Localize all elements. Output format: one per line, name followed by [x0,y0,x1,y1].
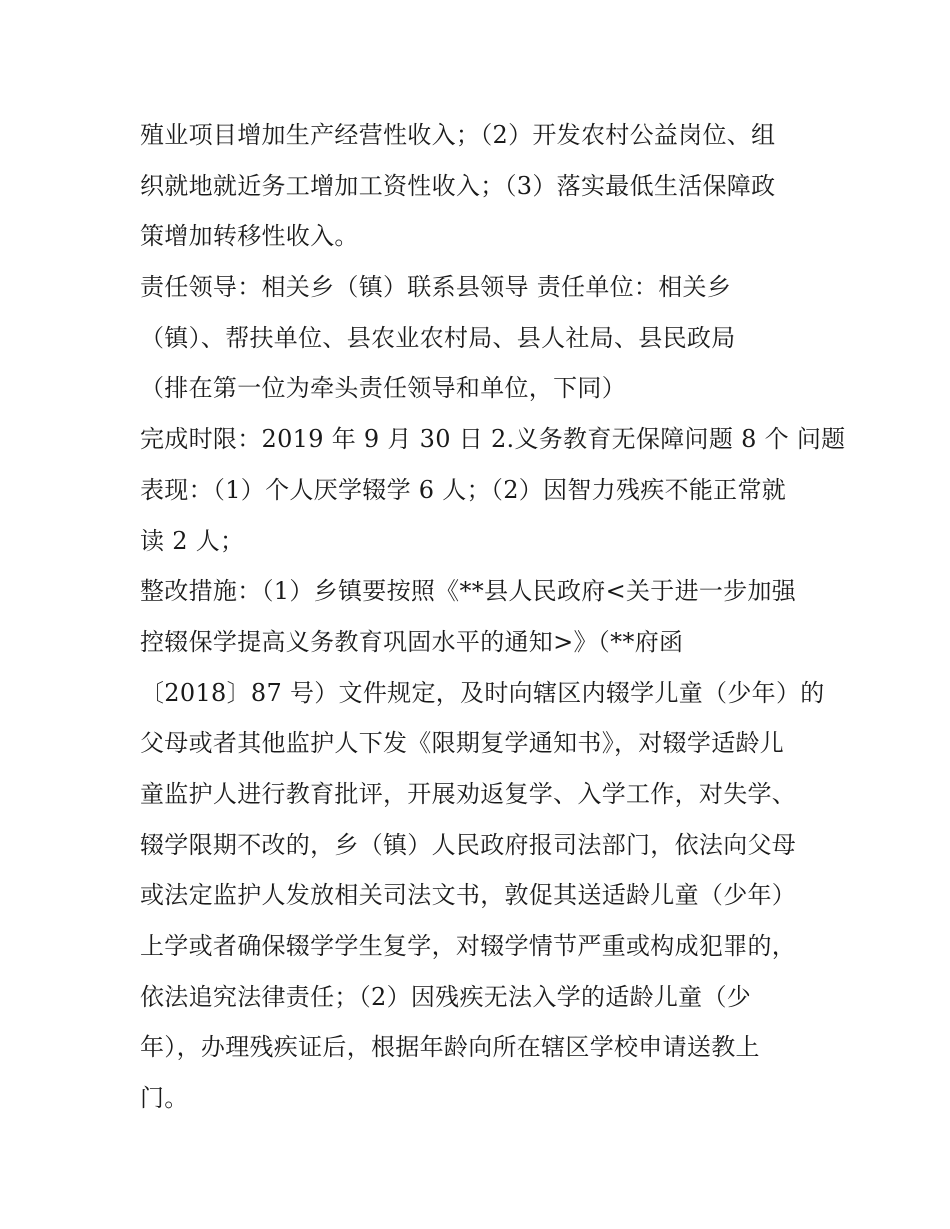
body-text [140,110,846,1124]
text-line: 读 2 人； [140,526,245,555]
text-line: 控辍保学提高义务教育巩固水平的通知>》（**府函 [140,627,684,656]
text-line: 上学或者确保辍学学生复学，对辍学情节严重或构成犯罪的， [140,932,797,960]
text-line: 或法定监护人发放相关司法文书，敦促其送适龄儿童（少年） [140,881,797,910]
text-line: 辍学限期不改的，乡（镇）人民政府报司法部门，依法向父母 [140,830,797,859]
text-line: 织就地就近务工增加工资性收入；（3）落实最低生活保障政 [140,171,776,200]
text-line: 策增加转移性收入。 [140,222,359,251]
text-line: 门。 [140,1084,189,1113]
text-line: 〔2018〕87 号）文件规定，及时向辖区内辍学儿童（少年）的 [140,678,825,707]
text-line: 殖业项目增加生产经营性收入；（2）开发农村公益岗位、组 [140,121,776,149]
text-line: 年），办理残疾证后，根据年龄向所在辖区学校申请送教上 [140,1033,760,1062]
text-line: 完成时限：2019 年 9 月 30 日 2.义务教育无保障问题 8 个 问题 [140,425,846,454]
text-line: 父母或者其他监护人下发《限期复学通知书》，对辍学适龄儿 [140,729,785,758]
text-line: 表现：（1）个人厌学辍学 6 人；（2）因智力残疾不能正常就 [140,475,787,504]
text-line: 童监护人进行教育批评，开展劝返复学、入学工作，对失学、 [140,779,797,808]
text-line: 依法追究法律责任；（2）因残疾无法入学的适龄儿童（少 [140,982,752,1011]
text-line: 整改措施：（1）乡镇要按照《**县人民政府<关于进一步加强 [140,577,797,606]
text-line: （镇）、帮扶单位、县农业农村局、县人社局、县民政局 [140,323,736,352]
text-line: （排在第一位为牵头责任领导和单位，下同） [140,374,626,403]
text-line: 责任领导：相关乡（镇）联系县领导 责任单位：相关乡 [140,273,732,302]
